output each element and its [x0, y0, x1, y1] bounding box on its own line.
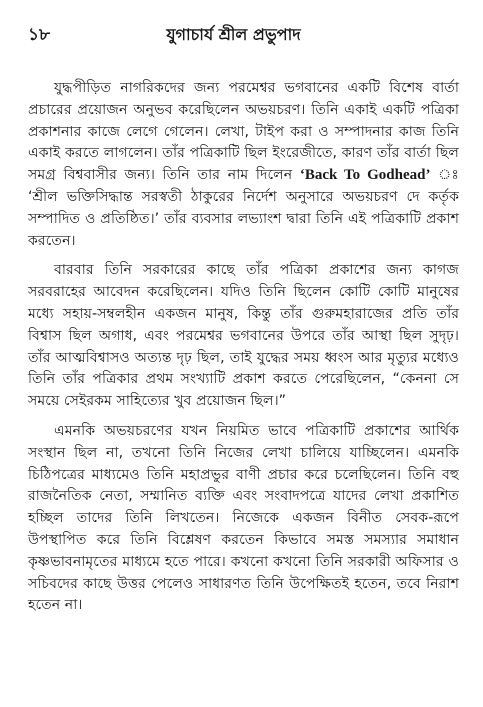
running-head: যুগাচার্য শ্রীল প্রভুপাদ	[166, 25, 301, 44]
paragraph-1	[28, 78, 459, 252]
paragraph-1-part-2: ঃ ‘শ্রীল ভক্তিসিদ্ধান্ত সরস্বতী ঠাকুরের নির্দেশ অনুসারে অভয়চরণ দে কর্তৃক সম্পাদিত ও প্রতিষ্ঠিত।’ তাঁর ব্যবসার লভ্যাংশ দ্বারা তিনি এই পত্রিকাটি প্রকাশ করতেন।	[28, 167, 459, 249]
paragraph-3: এমনকি অভয়চরণের যখন নিয়মিত ভাবে পত্রিকাটি প্রকাশের আর্থিক সংস্থান ছিল না, তখনো তিনি নিজের লেখা চালিয়ে যাচ্ছিলেন। এমনকি চিঠিপত্রের মাধ্যমেও তিনি মহাপ্রভুর বাণী প্রচার করে চলেছিলেন। তিনি বহু রাজনৈতিক নেতা, সম্মানিত ব্যক্তি এবং সংবাদপত্রে যাদের লেখা প্রকাশিত হচ্ছিল তাদের তিনি লিখতেন। নিজেকে একজন বিনীত সেবক-রূপে উপস্থাপিত করে তিনি বিশ্লেষণ করতেন কিভাবে সমস্ত সমস্যার সমাধান কৃষ্ণভাবনামৃতের মাধ্যমে হতে পারে। কখনো কখনো তিনি সরকারী অফিসার ও সচিবদের কাছে উত্তর পেলেও সাধারণত তিনি উপেক্ষিতই হতেন, তবে নিরাশ হতেন না।	[28, 422, 459, 614]
page-number: ১৮	[28, 25, 51, 45]
magazine-title: ‘Back To Godhead’	[299, 167, 431, 184]
page-header	[28, 22, 459, 48]
paragraph-2: বারবার তিনি সরকারের কাছে তাঁর পত্রিকা প্রকাশের জন্য কাগজ সরবরাহের আবেদন করেছিলেন। যদিও তিনি ছিলেন কোটি কোটি মানুষের মধ্যে সহায়-সম্বলহীন একজন মানুষ, কিন্তু তাঁর গুরুমহারাজের প্রতি তাঁর বিশ্বাস ছিল অগাধ, এবং পরমেশ্বর ভগবানের উপরে তাঁর আস্থা ছিল সুদৃঢ়। তাঁর আত্মবিশ্বাসও অত্যন্ত দৃঢ় ছিল, তাই যুদ্ধের সময় ধ্বংস আর মৃত্যুর মধ্যেও তিনি তাঁর পত্রিকার প্রথম সংখ্যাটি প্রকাশ করতে পেরেছিলেন, “কেননা সে সময়ে সেইরকম সাহিত্যের খুব প্রয়োজন ছিল।”	[28, 262, 459, 410]
paragraph-1-part-1: যুদ্ধপীড়িত নাগরিকদের জন্য পরমেশ্বর ভগবানের একটি বিশেষ বার্তা প্রচারের প্রয়োজন অনুভব করেছিলেন অভয়চরণ। তিনি একাই একটি পত্রিকা প্রকাশনার কাজে লেগে গেলেন। লেখা, টাইপ করা ও সম্পাদনার কাজ তিনি একাই করতে লাগলেন। তাঁর পত্রিকাটি ছিল ইংরেজীতে, কারণ তাঁর বার্তা ছিল সমগ্র বিশ্ববাসীর জন্য। তিনি তার নাম দিলেন	[28, 80, 459, 184]
